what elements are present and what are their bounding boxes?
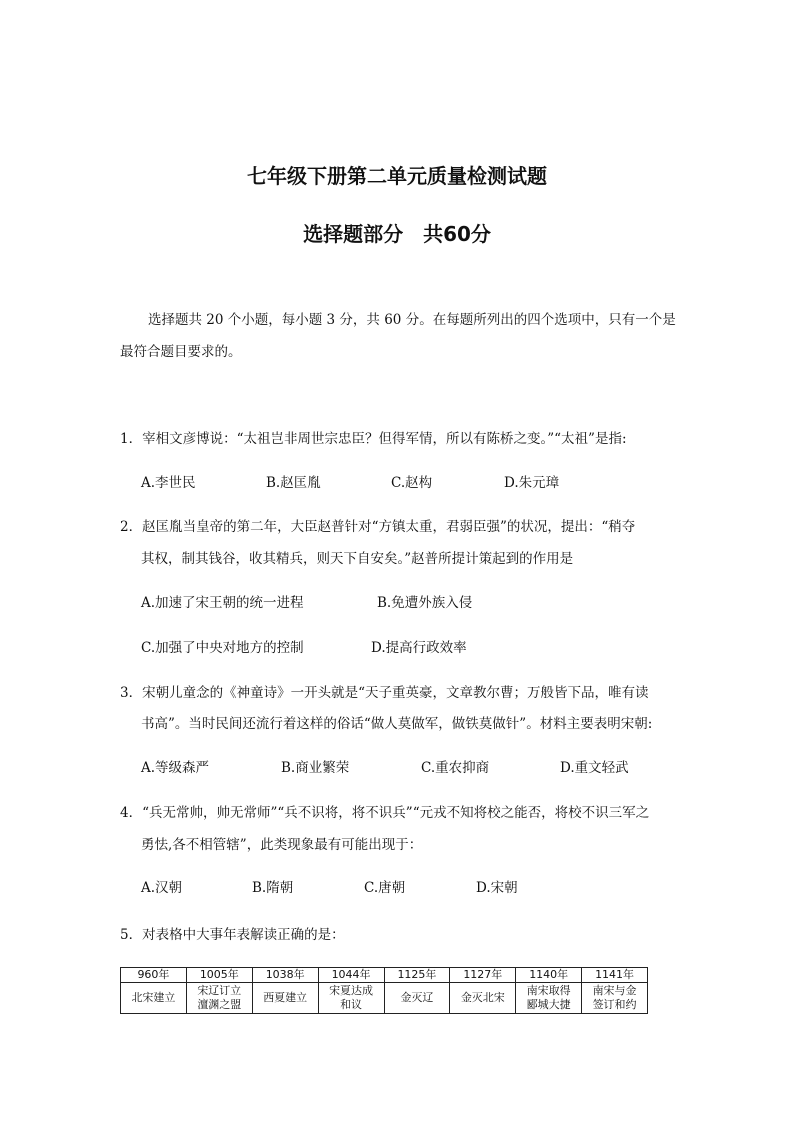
- question-3-stem-line-2: 书高”。当时民间还流行着这样的俗话“做人莫做军，做铁莫做针”。材料主要表明宋朝:: [141, 716, 653, 732]
- event-cell: [318, 983, 384, 1014]
- q3-option-d: D.重文轻武: [560, 760, 629, 776]
- year-cell: 1044年: [318, 968, 384, 983]
- q3-option-c: C.重农抑商: [421, 760, 490, 776]
- event-text: 郾城大捷: [526, 998, 571, 1011]
- instructions-line-1: 选择题共 20 个小题，每小题 3 分，共 60 分。在每题所列出的四个选项中，只有一个是: [148, 312, 676, 328]
- question-4-stem-line-2: 勇怯,各不相管辖”，此类现象最有可能出现于：: [141, 837, 423, 853]
- event-text: 北宋建立: [131, 991, 176, 1004]
- q2-option-d: D.提高行政效率: [371, 640, 467, 656]
- question-4-stem-line-1: 4．“兵无常帅，帅无常师”“兵不识将，将不识兵”“元戎不知将校之能否，将校不识三军之: [120, 805, 650, 821]
- event-text: 澶渊之盟: [197, 998, 242, 1011]
- question-3-stem-line-1: 3．宋朝儿童念的《神童诗》一开头就是“天子重英豪，文章教尔曹；万般皆下品，唯有读: [120, 685, 649, 701]
- event-text: 金灭辽: [400, 991, 434, 1004]
- q4-option-d: D.宋朝: [476, 880, 518, 896]
- q4-option-b: B.隋朝: [252, 880, 294, 896]
- q2-option-c: C.加强了中央对地方的控制: [141, 640, 304, 656]
- q1-option-d: D.朱元璋: [504, 475, 560, 491]
- q4-option-a: A.汉朝: [141, 880, 183, 896]
- q1-option-b: B.赵匡胤: [266, 475, 321, 491]
- q2-option-a: A.加速了宋王朝的统一进程: [141, 595, 304, 611]
- event-cell: [252, 983, 318, 1014]
- event-cell: [186, 983, 252, 1014]
- event-cell: [450, 983, 516, 1014]
- event-text: 和议: [340, 998, 363, 1011]
- chronology-table: [120, 967, 648, 1014]
- q3-option-a: A.等级森严: [141, 760, 210, 776]
- event-cell: [516, 983, 582, 1014]
- question-2-stem-line-1: 2．赵匡胤当皇帝的第二年，大臣赵普针对“方镇太重，君弱臣强”的状况，提出：“稍夺: [120, 519, 636, 535]
- event-text: 宋夏达成: [329, 984, 374, 997]
- q1-option-c: C.赵构: [391, 475, 433, 491]
- event-cell: [582, 983, 648, 1014]
- event-cell: [384, 983, 450, 1014]
- section-subtitle: 选择题部分 共60分: [303, 222, 491, 246]
- q1-option-a: A.李世民: [141, 475, 196, 491]
- year-cell: 960年: [121, 968, 187, 983]
- question-5-stem: 5．对表格中大事年表解读正确的是：: [120, 927, 345, 943]
- page-title: 七年级下册第二单元质量检测试题: [247, 164, 547, 188]
- table-row-years: [121, 968, 648, 983]
- year-cell: 1127年: [450, 968, 516, 983]
- question-1-stem: 1．宰相文彦博说：“太祖岂非周世宗忠臣？但得军情，所以有陈桥之变。”“太祖”是指:: [120, 431, 627, 447]
- year-cell: 1005年: [186, 968, 252, 983]
- year-cell: 1038年: [252, 968, 318, 983]
- event-cell: [121, 983, 187, 1014]
- q4-option-c: C.唐朝: [364, 880, 406, 896]
- event-text: 签订和约: [592, 998, 637, 1011]
- event-text: 西夏建立: [263, 991, 308, 1004]
- year-cell: 1140年: [516, 968, 582, 983]
- event-text: 宋辽订立: [197, 984, 242, 997]
- q2-option-b: B.免遭外族入侵: [377, 595, 473, 611]
- year-cell: 1141年: [582, 968, 648, 983]
- q3-option-b: B.商业繁荣: [281, 760, 350, 776]
- event-text: 南宋取得: [526, 984, 571, 997]
- instructions-line-2: 最符合题目要求的。: [120, 344, 242, 360]
- table-row-events: [121, 983, 648, 1014]
- event-text: 南宋与金: [592, 984, 637, 997]
- event-text: 金灭北宋: [460, 991, 505, 1004]
- year-cell: 1125年: [384, 968, 450, 983]
- question-2-stem-line-2: 其权，制其钱谷，收其精兵，则天下自安矣。”赵普所提计策起到的作用是: [141, 551, 574, 567]
